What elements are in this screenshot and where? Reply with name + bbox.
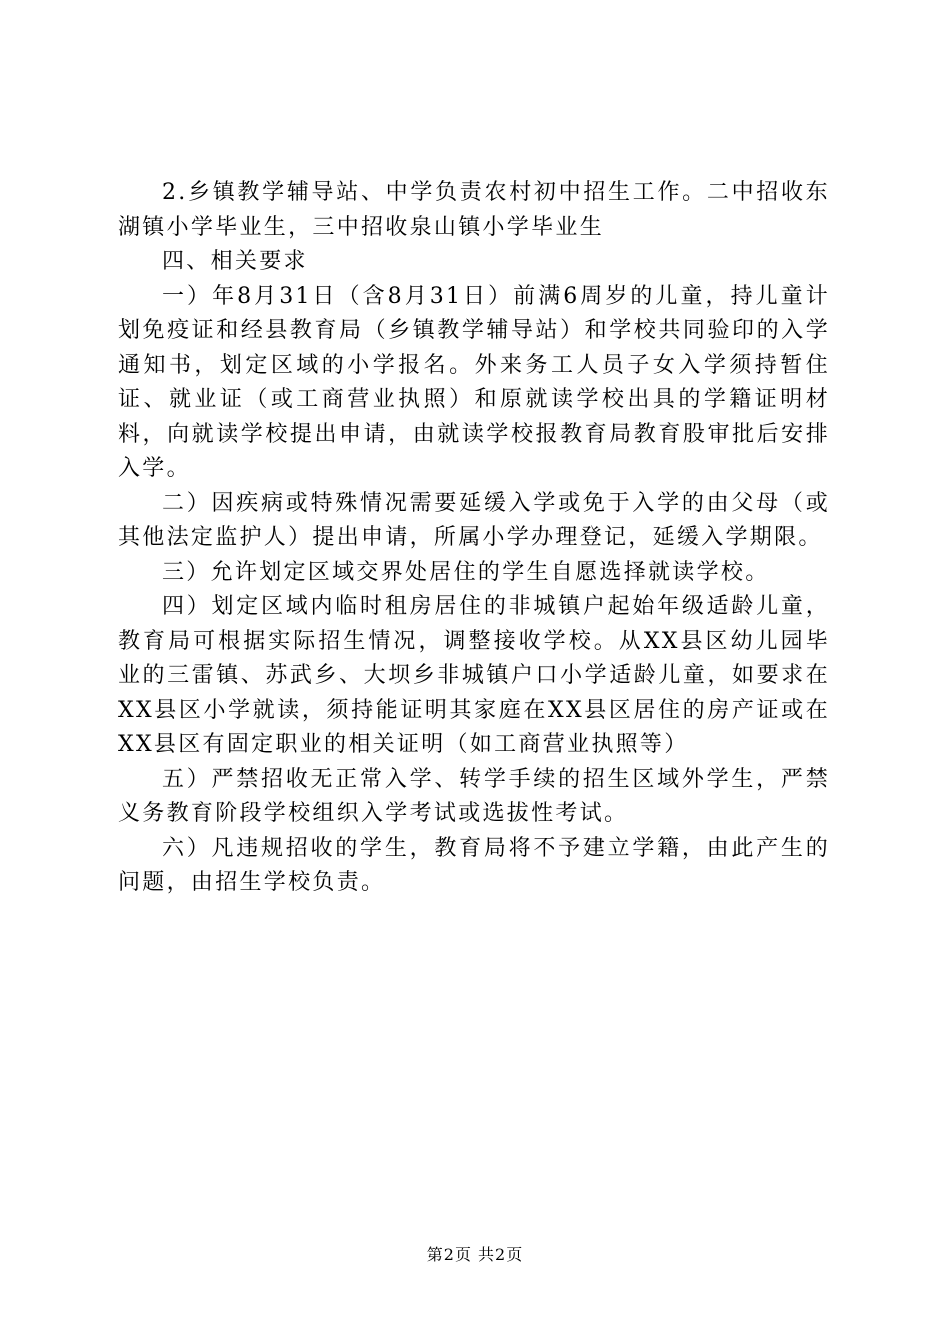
paragraph-requirement-1: 一）年8月31日（含8月31日）前满6周岁的儿童，持儿童计划免疫证和经县教育局（乡镇教学辅导站）和学校共同验印的入学通知书，划定区域的小学报名。外来务工人员子女入学须持暂住证、就业证（或工商营业执照）和原就读学校出具的学籍证明材料，向就读学校提出申请，由就读学校报教育局教育股审批后安排入学。 <box>118 283 830 481</box>
paragraph-requirement-2: 二）因疾病或特殊情况需要延缓入学或免于入学的由父母（或其他法定监护人）提出申请，所属小学办理登记，延缓入学期限。 <box>118 490 830 550</box>
paragraph-requirement-5: 五）严禁招收无正常入学、转学手续的招生区域外学生，严禁义务教育阶段学校组织入学考试或选拔性考试。 <box>118 766 830 826</box>
section-heading-requirements: 四、相关要求 <box>162 249 308 274</box>
paragraph-requirement-4: 四）划定区域内临时租房居住的非城镇户起始年级适龄儿童，教育局可根据实际招生情况，调整接收学校。从XX县区幼儿园毕业的三雷镇、苏武乡、大坝乡非城镇户口小学适龄儿童，如要求在XX县区小学就读，须持能证明其家庭在XX县区居住的房产证或在XX县区有固定职业的相关证明（如工商营业执照等） <box>118 594 830 757</box>
paragraph-requirement-6: 六）凡违规招收的学生，教育局将不予建立学籍，由此产生的问题，由招生学校负责。 <box>118 835 830 895</box>
document-body <box>118 176 830 901</box>
paragraph-admission-middle-school: 2.乡镇教学辅导站、中学负责农村初中招生工作。二中招收东湖镇小学毕业生，三中招收泉山镇小学毕业生 <box>118 180 830 240</box>
paragraph-requirement-3: 三）允许划定区域交界处居住的学生自愿选择就读学校。 <box>162 559 770 585</box>
page-number-footer: 第2页 共2页 <box>426 1245 524 1264</box>
